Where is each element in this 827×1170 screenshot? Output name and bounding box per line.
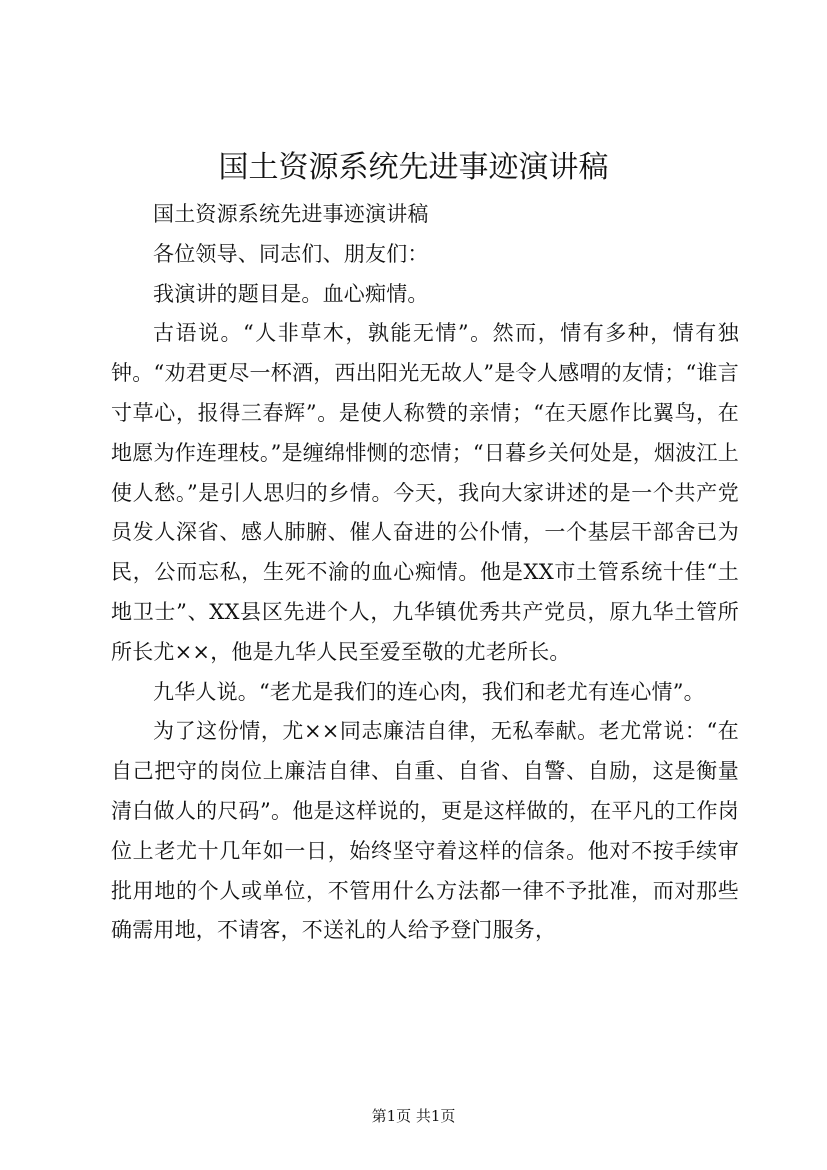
paragraph-quote: 九华人说。“老尤是我们的连心肉，我们和老尤有连心情”。 bbox=[153, 679, 705, 704]
paragraph-greeting: 各位领导、同志们、朋友们： bbox=[153, 241, 429, 266]
paragraph-topic: 我演讲的题目是。血心痴情。 bbox=[153, 281, 429, 306]
paragraph-integrity: 为了这份情，尤××同志廉洁自律，无私奉献。老尤常说：“在自己把守的岗位上廉洁自律、自重、自省、自警、自励，这是衡量清白做人的尺码”。他是这样说的，更是这样做的，在平凡的工作岗位上老尤十几年如一日，始终坚守着这样的信条。他对不按手续审批用地的个人或单位，不管用什么方法都一律不予批准，而对那些确需用地，不请客，不送礼的人给予登门服务， bbox=[111, 719, 739, 943]
document-title: 国土资源系统先进事迹演讲稿 bbox=[218, 150, 609, 185]
document-body bbox=[111, 195, 739, 951]
paragraph-subtitle: 国土资源系统先进事迹演讲稿 bbox=[153, 202, 429, 226]
paragraph-introduction: 古语说。“人非草木，孰能无情”。然而，情有多种，情有独钟。“劝君更尽一杯酒，西出阳光无故人”是令人感喟的友情；“谁言寸草心，报得三春辉”。是使人称赞的亲情；“在天愿作比翼鸟，在地愿为作连理枝。”是缠绵悱恻的恋情；“日暮乡关何处是，烟波江上使人愁。”是引人思归的乡情。今天，我向大家讲述的是一个共产党员发人深省、感人肺腑、催人奋进的公仆情，一个基层干部舍已为民，公而忘私，生死不渝的血心痴情。他是XX市土管系统十佳“土地卫士”、XX县区先进个人，九华镇优秀共产党员，原九华土管所所长尤××，他是九华人民至爱至敬的尤老所长。 bbox=[111, 321, 739, 664]
page-footer: 第1页 共1页 bbox=[371, 1107, 456, 1125]
